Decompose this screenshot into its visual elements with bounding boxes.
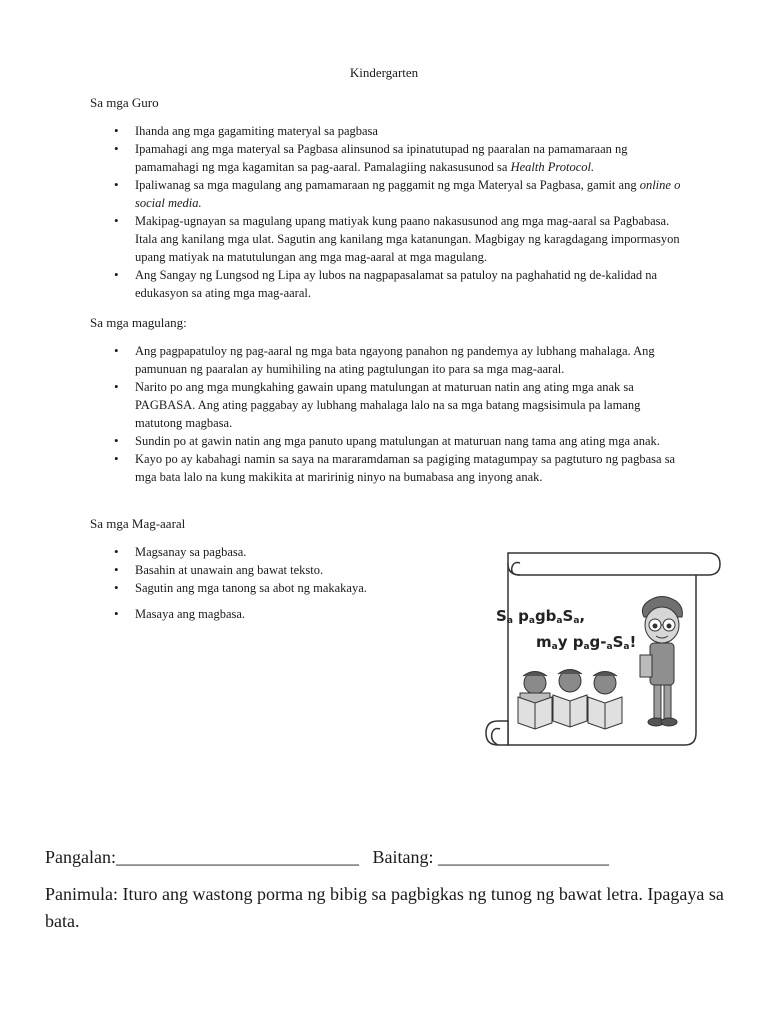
list-item: • Ipamahagi ang mga materyal sa Pagbasa alinsunod sa ipinatutupad ng paaralan na pamamaraan ng pamamahagi ng mga kagamitan sa pag-aaral. Pamalagiing nakasusunod sa Health Protocol. xyxy=(110,140,690,176)
instructions-text: Panimula: Ituro ang wastong porma ng bibig sa pagbigkas ng tunog ng bawat letra. Ipagaya sa bata. xyxy=(45,884,724,931)
list-item: • Sundin po at gawin natin ang mga panuto upang matulungan at maturuan nang tama ang ating mga anak. xyxy=(110,432,690,450)
scroll-illustration xyxy=(480,545,725,755)
section-heading-guro: Sa mga Guro xyxy=(90,95,159,110)
magaaral-list xyxy=(110,543,410,623)
grade-label: Baitang: xyxy=(372,847,434,867)
list-item: • Magsanay sa pagbasa. xyxy=(110,543,410,561)
scroll-title-line2: may pag-aSa! xyxy=(536,633,637,652)
list-item: • Kayo po ay kabahagi namin sa saya na mararamdaman sa pagiging matagumpay sa pagtuturo ng pagbasa sa mga bata lalo na kung makikita at maririnig ninyo na bumabasa ang inyong anak. xyxy=(110,450,690,486)
list-item: • Makipag-ugnayan sa magulang upang matiyak kung paano nakasusunod ang mga mag-aaral sa Pagbabasa. Itala ang kanilang mga ulat. Sagutin ang kanilang mga katanungan. Magbigay ng karagdagang impormasyon upang matiyak na matutulungan ang mga mag-aaral at mga magulang. xyxy=(110,212,690,266)
scroll-title-line1: Sa pagbaSa, xyxy=(496,607,586,626)
list-item: • Ang Sangay ng Lungsod ng Lipa ay lubos na nagpapasalamat sa patuloy na paghahatid ng de-kalidad na edukasyon sa ating mga mag-aaral. xyxy=(110,266,690,302)
magulang-list xyxy=(110,342,690,486)
list-item: • Ihanda ang mga gagamiting materyal sa pagbasa xyxy=(110,122,690,140)
grade-field[interactable]: ___________________ xyxy=(437,847,609,867)
list-item: • Narito po ang mga mungkahing gawain upang matulungan at maturuan natin ang ating mga anak sa PAGBASA. Ang ating paggabay ay lubhang mahalaga lalo na sa mga batang magsisimula pa lamang matutong magbasa. xyxy=(110,378,690,432)
list-item: • Sagutin ang mga tanong sa abot ng makakaya. xyxy=(110,579,410,597)
list-item: • Ang pagpapatuloy ng pag-aaral ng mga bata ngayong panahon ng pandemya ay lubhang mahalaga. Ang pamunuan ng paaralan ay humihiling na ating pagtulungan ito para sa mga mag-aaral. xyxy=(110,342,690,378)
name-label: Pangalan: xyxy=(45,847,116,867)
guro-list xyxy=(110,122,690,302)
list-item: • Ipaliwanag sa mga magulang ang pamamaraan ng paggamit ng mga Materyal sa Pagbasa, gamit ang online o social media. xyxy=(110,176,690,212)
name-grade-line xyxy=(45,847,609,868)
list-item: • Masaya ang magbasa. xyxy=(110,605,410,623)
section-heading-magulang: Sa mga magulang: xyxy=(90,315,187,330)
page-title: Kindergarten xyxy=(349,65,419,80)
section-heading-magaaral: Sa mga Mag-aaral xyxy=(90,516,186,531)
name-field[interactable]: ___________________________ xyxy=(115,847,359,867)
list-item: • Basahin at unawain ang bawat teksto. xyxy=(110,561,410,579)
